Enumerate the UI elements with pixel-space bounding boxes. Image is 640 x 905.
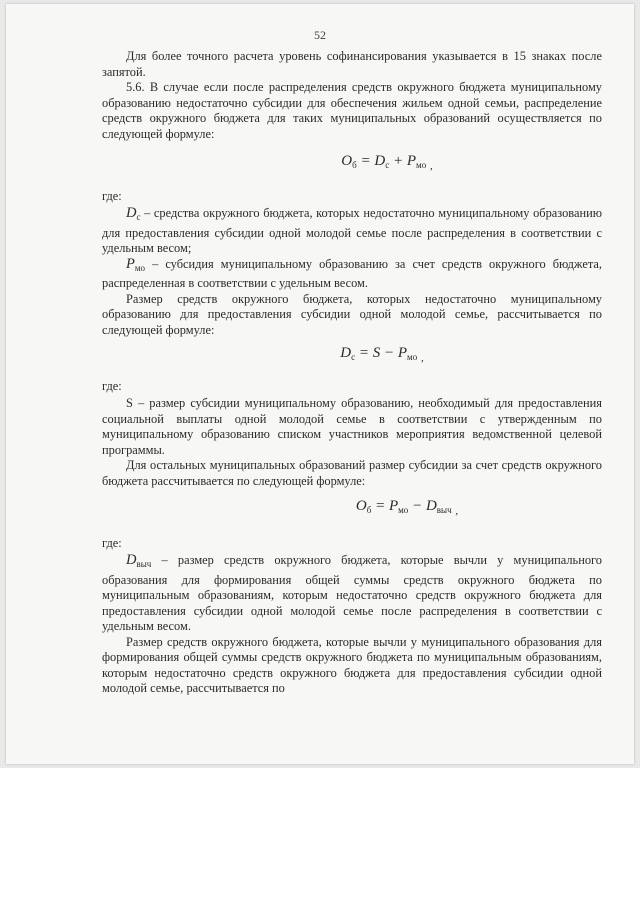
formula-subscript: с (351, 352, 356, 362)
document-page (6, 4, 634, 764)
definition-pmo (102, 257, 602, 292)
formula-ob-2 (102, 499, 602, 520)
formula-symbol: P (406, 153, 416, 169)
formula-subscript: мо (407, 352, 418, 362)
formula-subscript: выч (436, 505, 452, 515)
blank-area (0, 768, 640, 905)
formula-punctuation: , (455, 505, 459, 517)
section-5-6-paragraph: 5.6. В случае если после распределения средств окружного бюджета муниципальному образованию недостаточно субсидии для обеспечения жильем одной семьи, распределение средств окружного бюджета для таких муниципальных образований осуществляется по следующей формуле: (102, 80, 602, 141)
formula-symbol: D (340, 345, 352, 361)
formula-operator: + (392, 153, 404, 169)
formula-operator: − (383, 345, 395, 361)
formula-punctuation: , (429, 160, 433, 172)
definition-subscript: мо (134, 262, 146, 273)
formula-subscript: б (352, 160, 357, 170)
intro-paragraph: Для более точного расчета уровень софинансирования указывается в 15 знаках после запятой. (102, 49, 602, 79)
formula-symbol: D (374, 153, 386, 169)
formula-symbol: P (388, 498, 399, 514)
formula-ob-1 (102, 154, 602, 175)
where-label: где: (102, 188, 122, 203)
formula-operator: = (358, 345, 369, 361)
definition-text: – средства окружного бюджета, которых недостаточно муниципальному образованию для предоставления субсидии одной молодой семье после распределения в соответствии с удельным весом; (102, 206, 602, 255)
definition-text: – размер средств окружного бюджета, которые вычли у муниципального образования для формирования общей суммы средств окружного бюджета по муниципальным образованиям, которым недостаточно средств окружного бюджета для предоставления субсидии одной молодой семье после распределения в соответствии с удельным весом. (102, 553, 602, 633)
definition-subscript: с (136, 212, 141, 222)
page-content (102, 49, 602, 697)
formula-subscript: б (366, 505, 372, 515)
formula-subscript: мо (398, 505, 409, 515)
formula-subscript: с (385, 160, 390, 170)
definition-symbol: D (126, 205, 137, 221)
formula-operator: = (375, 498, 386, 514)
page-number: 52 (314, 28, 326, 42)
formula-symbol: P (397, 345, 408, 361)
definition-text: – субсидия муниципальному образованию за счет средств окружного бюджета, распределенная в соответствии с удельным весом. (102, 256, 602, 290)
formula-operator: − (412, 498, 423, 514)
definition-symbol: D (126, 552, 137, 568)
formula-symbol: S (372, 345, 381, 361)
definition-subscript: выч (136, 559, 152, 569)
definition-s: S – размер субсидии муниципальному образованию, необходимый для предоставления социальной выплаты одной молодой семье в соответствии с утвержденным по муниципальному образованию списком участников мероприятия ведомственной целевой программы. (102, 396, 602, 457)
formula-punctuation: , (420, 352, 424, 364)
definition-dvych (102, 553, 602, 635)
formula-dc (102, 346, 602, 367)
formula-subscript: мо (416, 160, 427, 170)
where-label: где: (102, 378, 122, 393)
formula-operator: = (360, 153, 371, 169)
formula-symbol: O (355, 498, 367, 514)
definition-symbol: P (126, 255, 135, 272)
last-paragraph: Размер средств окружного бюджета, которые вычли у муниципального образования для формирования общей суммы средств окружного бюджета по муниципальным образованиям, которым недостаточно средств окружного бюджета для предоставления субсидии одной молодой семье, рассчитывается по (102, 634, 602, 695)
formula-symbol: O (341, 153, 353, 169)
dc-calculation-paragraph: Размер средств окружного бюджета, которых недостаточно муниципальному образованию для предоставления субсидии одной молодой семье, рассчитывается по следующей формуле: (102, 291, 602, 337)
where-label: где: (102, 535, 122, 550)
other-municipalities-paragraph: Для остальных муниципальных образований размер субсидии за счет средств окружного бюджета рассчитывается по следующей формуле: (102, 458, 602, 488)
formula-symbol: D (425, 498, 437, 514)
definition-dc (102, 206, 602, 257)
